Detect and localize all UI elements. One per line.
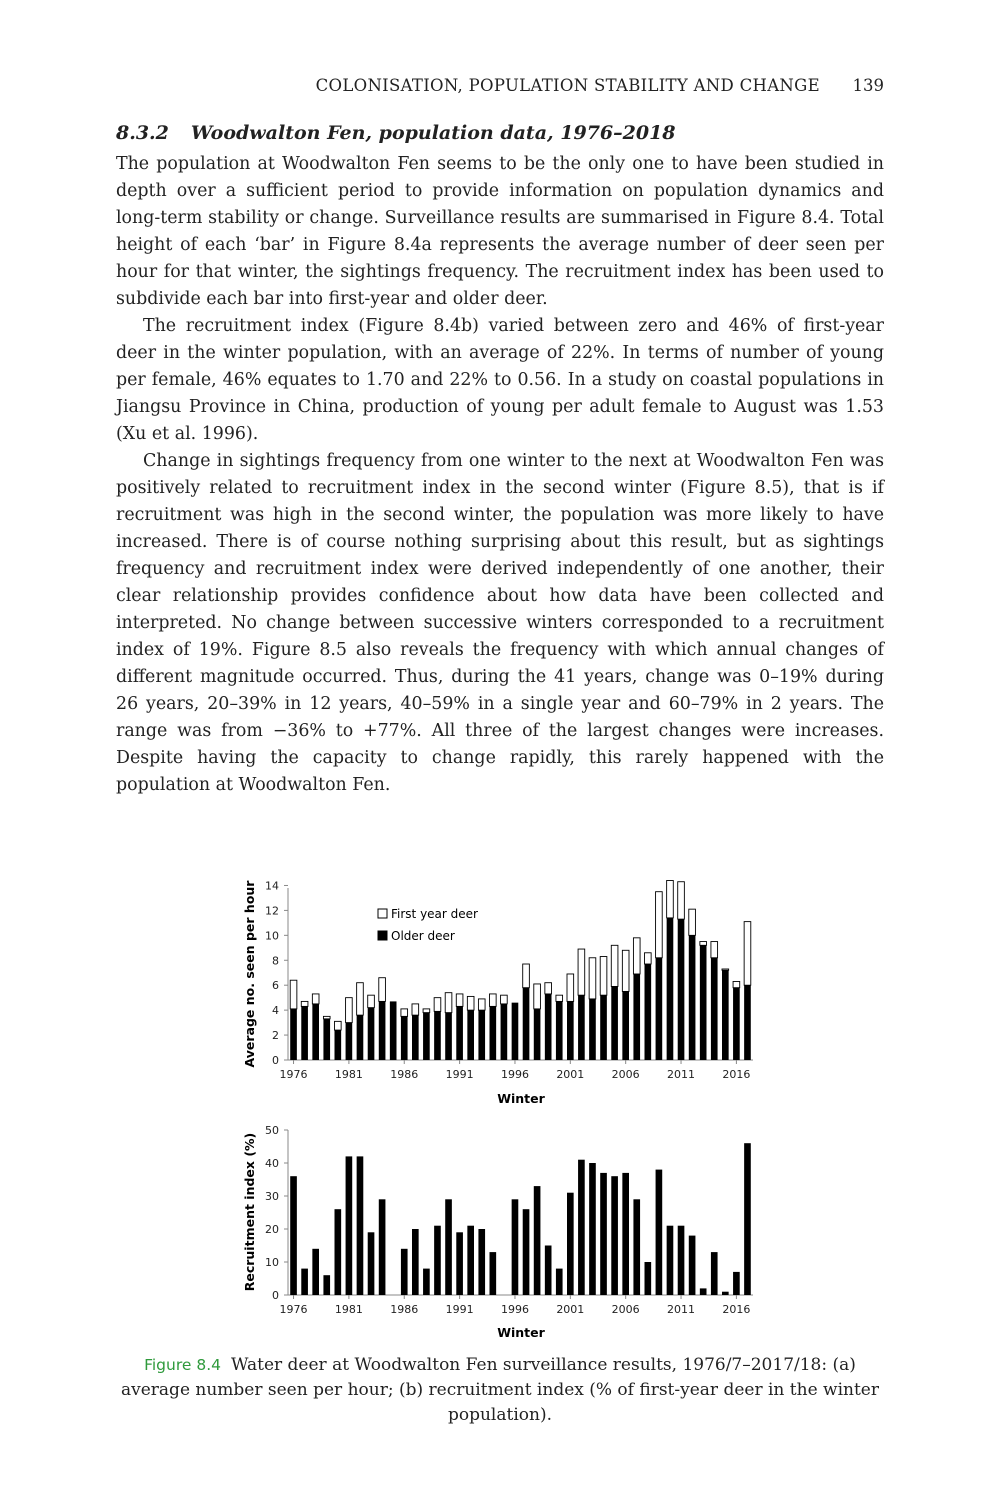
bar-first-year-deer <box>633 938 640 974</box>
bar-first-year-deer <box>667 880 674 917</box>
x-tick-label: 1981 <box>334 1303 363 1316</box>
bar-recruitment <box>534 1186 541 1295</box>
figure-label: Figure 8.4 <box>144 1356 221 1374</box>
bar-recruitment <box>323 1275 330 1295</box>
y-tick-label: 20 <box>265 1223 279 1236</box>
bar-first-year-deer <box>335 1021 342 1030</box>
bar-first-year-deer <box>501 995 508 1004</box>
bar-older-deer <box>456 1006 463 1060</box>
figure-8-4 <box>230 872 770 1352</box>
bar-older-deer <box>733 988 740 1060</box>
bar-recruitment <box>412 1229 419 1295</box>
y-tick-labels <box>265 1124 288 1302</box>
bar-older-deer <box>722 970 729 1060</box>
bar-older-deer <box>744 985 751 1060</box>
bar-first-year-deer <box>490 994 497 1006</box>
x-tick-label: 1976 <box>279 1303 308 1316</box>
bar-older-deer <box>567 1001 574 1060</box>
section-number: 8.3.2 <box>116 122 169 144</box>
bar-older-deer <box>512 1003 519 1060</box>
page-number: 139 <box>852 76 884 95</box>
bar-first-year-deer <box>301 1001 308 1006</box>
bar-recruitment <box>312 1249 319 1295</box>
x-tick-label: 2006 <box>611 1068 640 1081</box>
bar-recruitment <box>589 1163 596 1295</box>
body-text <box>116 151 884 799</box>
legend-swatch-older <box>378 931 387 940</box>
paragraph: The population at Woodwalton Fen seems to be the only one to have been studied in depth over a sufficient period to provide information on population dynamics and long-term stability or change. Surveillance results are summarised in Figure 8.4. Total height of each ‘bar’ in Figure 8.4a represents the average number of deer seen per hour for that winter, the sightings frequency. The recruitment index has been used to subdivide each bar into first-year and older deer. <box>116 154 884 309</box>
x-tick-label: 1996 <box>500 1303 529 1316</box>
bar-recruitment <box>567 1193 574 1295</box>
bar-older-deer <box>600 995 607 1060</box>
x-tick-label: 1981 <box>334 1068 363 1081</box>
bar-first-year-deer <box>478 999 485 1010</box>
bar-first-year-deer <box>689 909 696 935</box>
bar-recruitment <box>335 1209 342 1295</box>
y-tick-label: 50 <box>265 1124 279 1137</box>
bar-recruitment <box>301 1269 308 1295</box>
bar-older-deer <box>645 964 652 1060</box>
x-tick-label: 1976 <box>279 1068 308 1081</box>
bar-first-year-deer <box>556 995 563 1001</box>
bar-recruitment <box>545 1246 552 1296</box>
bar-recruitment <box>434 1226 441 1295</box>
bar-first-year-deer <box>545 983 552 994</box>
chart-sightings-frequency <box>230 872 770 1112</box>
bar-older-deer <box>667 918 674 1060</box>
bar-first-year-deer <box>312 994 319 1004</box>
bar-first-year-deer <box>722 969 729 970</box>
bar-recruitment <box>445 1199 452 1295</box>
bar-first-year-deer <box>434 998 441 1012</box>
bar-first-year-deer <box>467 996 474 1010</box>
bar-recruitment <box>467 1226 474 1295</box>
bar-older-deer <box>379 1001 386 1060</box>
bar-first-year-deer <box>379 978 386 1002</box>
y-tick-label: 0 <box>272 1054 279 1067</box>
bar-first-year-deer <box>733 981 740 987</box>
bar-older-deer <box>534 1009 541 1060</box>
y-tick-label: 40 <box>265 1157 279 1170</box>
bar-recruitment <box>689 1236 696 1295</box>
bar-recruitment <box>556 1269 563 1295</box>
bar-recruitment <box>633 1199 640 1295</box>
bar-recruitment <box>357 1156 364 1295</box>
bar-older-deer <box>401 1016 408 1060</box>
bar-older-deer <box>501 1004 508 1060</box>
bar-first-year-deer <box>456 994 463 1006</box>
bar-older-deer <box>323 1019 330 1060</box>
bar-first-year-deer <box>578 949 585 995</box>
bar-older-deer <box>357 1015 364 1060</box>
x-tick-label: 2001 <box>556 1068 585 1081</box>
bar-first-year-deer <box>678 882 685 919</box>
running-header <box>116 76 884 102</box>
bar-first-year-deer <box>567 974 574 1001</box>
bar-recruitment <box>346 1156 353 1295</box>
bar-recruitment <box>456 1232 463 1295</box>
x-tick-label: 1986 <box>390 1068 419 1081</box>
x-axis-label: Winter <box>497 1091 545 1106</box>
y-tick-label: 8 <box>272 954 279 968</box>
bar-older-deer <box>423 1013 430 1060</box>
section-title: Woodwalton Fen, population data, 1976–2018 <box>190 122 676 144</box>
bar-older-deer <box>290 1009 297 1060</box>
bar-older-deer <box>368 1008 375 1060</box>
bar-recruitment <box>733 1272 740 1295</box>
bar-older-deer <box>478 1010 485 1060</box>
x-tick-label: 1991 <box>445 1068 474 1081</box>
bar-recruitment <box>611 1176 618 1295</box>
bar-first-year-deer <box>656 892 663 958</box>
bar-older-deer <box>656 958 663 1060</box>
bar-older-deer <box>622 991 629 1060</box>
bar-first-year-deer <box>401 1009 408 1016</box>
y-tick-label: 12 <box>265 904 279 918</box>
bar-older-deer <box>301 1006 308 1060</box>
y-tick-label: 4 <box>272 1004 279 1018</box>
x-tick-labels <box>280 1060 751 1081</box>
figure-caption <box>116 1353 884 1428</box>
y-tick-label: 14 <box>265 879 279 893</box>
bar-older-deer <box>445 1013 452 1060</box>
bar-recruitment <box>423 1269 430 1295</box>
bars <box>290 880 751 1060</box>
bar-recruitment <box>478 1229 485 1295</box>
bar-recruitment <box>678 1226 685 1295</box>
bar-first-year-deer <box>357 983 364 1015</box>
x-tick-label: 2016 <box>722 1068 751 1081</box>
bar-older-deer <box>545 994 552 1060</box>
bar-recruitment <box>401 1249 408 1295</box>
bar-first-year-deer <box>600 957 607 996</box>
bar-recruitment <box>512 1199 519 1295</box>
bar-older-deer <box>711 958 718 1060</box>
x-tick-label: 2011 <box>667 1068 696 1081</box>
section-heading <box>116 122 884 144</box>
bar-older-deer <box>490 1006 497 1060</box>
bar-older-deer <box>412 1015 419 1060</box>
paragraph: The recruitment index (Figure 8.4b) varied between zero and 46% of first-year deer in the winter population, with an average of 22%. In terms of number of young per female, 46% equates to 1.70 and 22% to 0.56. In a study on coastal populations in Jiangsu Province in China, production of young per adult female to August was 1.53 (Xu et al. 1996). <box>116 316 884 444</box>
y-tick-label: 2 <box>272 1029 279 1043</box>
bar-first-year-deer <box>523 964 530 988</box>
bar-first-year-deer <box>589 958 596 999</box>
y-tick-label: 6 <box>272 979 279 993</box>
bar-older-deer <box>467 1010 474 1060</box>
bar-first-year-deer <box>622 950 629 991</box>
bar-first-year-deer <box>744 922 751 986</box>
bar-older-deer <box>556 1001 563 1060</box>
bar-older-deer <box>578 995 585 1060</box>
bar-recruitment <box>667 1226 674 1295</box>
bar-first-year-deer <box>611 945 618 986</box>
bar-first-year-deer <box>290 980 297 1009</box>
bar-older-deer <box>335 1030 342 1060</box>
x-tick-labels <box>280 1295 751 1316</box>
bar-older-deer <box>700 945 707 1060</box>
chart-recruitment-index <box>230 1112 770 1352</box>
x-tick-label: 2006 <box>611 1303 640 1316</box>
bars <box>290 1143 751 1295</box>
y-axis-label: Average no. seen per hour <box>242 880 257 1068</box>
bar-recruitment <box>379 1199 386 1295</box>
bar-recruitment <box>622 1173 629 1295</box>
bar-older-deer <box>523 988 530 1060</box>
bar-older-deer <box>434 1011 441 1060</box>
legend-label-first-year: First year deer <box>391 907 478 921</box>
bar-recruitment <box>490 1252 497 1295</box>
bar-first-year-deer <box>534 984 541 1009</box>
bar-recruitment <box>656 1170 663 1295</box>
bar-older-deer <box>390 1001 397 1060</box>
legend-swatch-first-year <box>378 909 387 918</box>
bar-first-year-deer <box>711 942 718 958</box>
bar-first-year-deer <box>700 942 707 946</box>
x-tick-label: 1996 <box>500 1068 529 1081</box>
y-tick-label: 30 <box>265 1190 279 1203</box>
bar-first-year-deer <box>423 1009 430 1013</box>
bar-older-deer <box>346 1023 353 1060</box>
x-tick-label: 2011 <box>667 1303 696 1316</box>
bar-recruitment <box>700 1288 707 1295</box>
y-tick-label: 0 <box>272 1289 279 1302</box>
paragraph: Change in sightings frequency from one winter to the next at Woodwalton Fen was positively related to recruitment index in the second winter (Figure 8.5), that is if recruitment was high in the second winter, the population was more likely to have increased. There is of course nothing surprising about this result, but as sightings frequency and recruitment index were derived independently of one another, their clear relationship provides confidence about how data have been collected and interpreted. No change between successive winters corresponded to a recruitment index of 19%. Figure 8.5 also reveals the frequency with which annual changes of different magnitude occurred. Thus, during the 41 years, change was 0–19% during 26 years, 20–39% in 12 years, 40–59% in a single year and 60–79% in 2 years. The range was from −36% to +77%. All three of the largest changes were increases. Despite having the capacity to change rapidly, this rarely happened with the population at Woodwalton Fen. <box>116 451 884 795</box>
bar-recruitment <box>744 1143 751 1295</box>
x-tick-label: 1991 <box>445 1303 474 1316</box>
bar-recruitment <box>523 1209 530 1295</box>
bar-older-deer <box>611 986 618 1060</box>
bar-older-deer <box>633 974 640 1060</box>
y-tick-label: 10 <box>265 1256 279 1269</box>
bar-first-year-deer <box>346 998 353 1023</box>
bar-older-deer <box>589 999 596 1060</box>
legend-label-older: Older deer <box>391 929 455 943</box>
bar-recruitment <box>368 1232 375 1295</box>
bar-first-year-deer <box>368 995 375 1007</box>
bar-recruitment <box>578 1160 585 1295</box>
y-axis-label: Recruitment index (%) <box>242 1132 257 1292</box>
bar-recruitment <box>290 1176 297 1295</box>
x-axis-label: Winter <box>497 1325 545 1340</box>
bar-recruitment <box>645 1262 652 1295</box>
running-title: COLONISATION, POPULATION STABILITY AND CHANGE <box>315 76 820 95</box>
x-tick-label: 1986 <box>390 1303 419 1316</box>
legend <box>378 907 478 943</box>
bar-recruitment <box>600 1173 607 1295</box>
bar-older-deer <box>689 935 696 1060</box>
bar-first-year-deer <box>412 1004 419 1015</box>
x-tick-label: 2016 <box>722 1303 751 1316</box>
bar-first-year-deer <box>645 953 652 964</box>
bar-recruitment <box>722 1292 729 1295</box>
bar-recruitment <box>711 1252 718 1295</box>
bar-first-year-deer <box>445 993 452 1013</box>
bar-first-year-deer <box>323 1016 330 1018</box>
y-tick-label: 10 <box>265 929 279 943</box>
x-tick-label: 2001 <box>556 1303 585 1316</box>
bar-older-deer <box>678 919 685 1060</box>
bar-older-deer <box>312 1004 319 1060</box>
y-tick-labels <box>265 879 288 1067</box>
caption-text: Water deer at Woodwalton Fen surveillance results, 1976/7–2017/18: (a) average number seen per hour; (b) recruitment index (% of first-year deer in the winter population). <box>121 1355 879 1425</box>
